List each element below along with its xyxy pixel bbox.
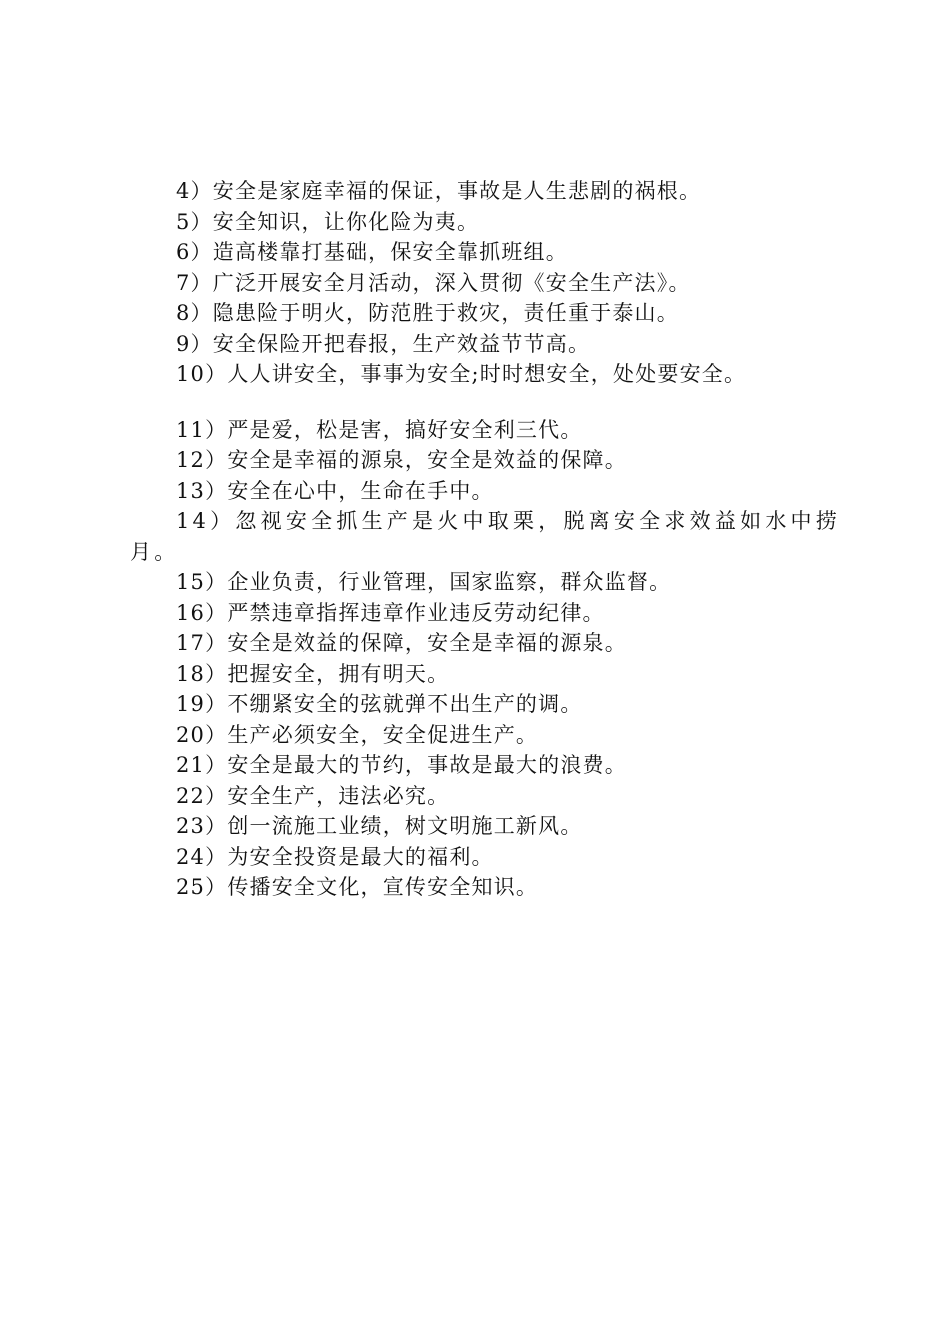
list-item: 10）人人讲安全，事事为安全;时时想安全，处处要安全。: [176, 362, 747, 386]
list-item: 25）传播安全文化，宣传安全知识。: [176, 875, 539, 899]
list-item: 17）安全是效益的保障，安全是幸福的源泉。: [176, 631, 627, 655]
list-item: 23）创一流施工业绩，树文明施工新风。: [176, 814, 583, 838]
list-item: 11）严是爱，松是害，搞好安全利三代。: [176, 417, 583, 442]
list-item: 9）安全保险开把春报，生产效益节节高。: [176, 331, 591, 356]
list-item: 14）忽视安全抓生产是火中取栗，脱离安全求效益如水中捞月。: [130, 509, 840, 564]
list-item: 5）安全知识，让你化险为夷。: [176, 209, 480, 234]
list-item: 13）安全在心中，生命在手中。: [176, 478, 494, 503]
list-item: 12）安全是幸福的源泉，安全是效益的保障。: [176, 448, 627, 472]
list-item: 21）安全是最大的节约，事故是最大的浪费。: [176, 753, 627, 777]
list-item: 19）不绷紧安全的弦就弹不出生产的调。: [176, 692, 583, 716]
list-item: 22）安全生产，违法必究。: [176, 783, 450, 808]
list-item: 18）把握安全，拥有明天。: [176, 661, 450, 686]
list-item: 15）企业负责，行业管理，国家监察，群众监督。: [176, 570, 672, 594]
list-item: 24）为安全投资是最大的福利。: [176, 844, 494, 869]
list-item: 4）安全是家庭幸福的保证，事故是人生悲剧的祸根。: [176, 179, 702, 203]
list-item: 7）广泛开展安全月活动，深入贯彻《安全生产法》。: [176, 270, 691, 295]
list-item: 20）生产必须安全，安全促进生产。: [176, 722, 539, 747]
list-item: 6）造高楼靠打基础，保安全靠抓班组。: [176, 240, 568, 264]
list-item: 16）严禁违章指挥违章作业违反劳动纪律。: [176, 600, 605, 625]
slogan-list: [130, 176, 840, 903]
list-item: 8）隐患险于明火，防范胜于救灾，责任重于泰山。: [176, 301, 679, 325]
